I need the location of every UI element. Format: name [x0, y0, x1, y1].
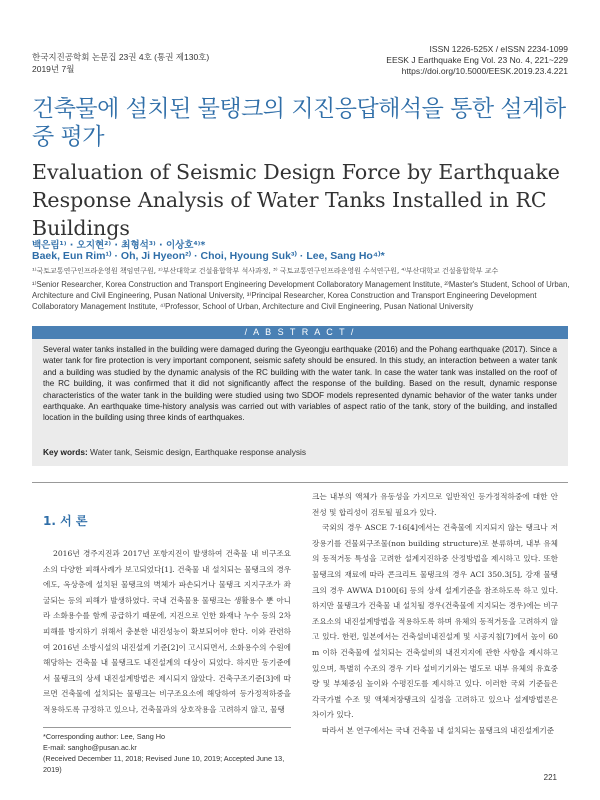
footnote-divider [43, 727, 291, 728]
journal-header-right [386, 44, 568, 77]
authors-ko: 백은림¹⁾ · 오지현²⁾ · 최형석³⁾ · 이상호⁴⁾* [32, 240, 206, 251]
journal-name-en: EESK J Earthquake Eng Vol. 23 No. 4, 221~229 [386, 55, 568, 65]
issue-date-ko: 2019년 7월 [32, 64, 75, 74]
author-email[interactable]: E-mail: sangho@pusan.ac.kr [43, 743, 137, 752]
paper-title-en: Evaluation of Seismic Design Force by Earthquake Response Analysis of Water Tanks Installed in RC Buildings [32, 160, 560, 240]
body-paragraph: 2016년 경주지진과 2017년 포항지진이 발생하여 건축물 내 비구조요소의 다양한 피해사례가 보고되었다[1]. 건축물 내 설치되는 물탱크의 경우에도, 옥상층에 설치된 물탱크의 벽체가 파손되거나 물탱크 지지구조가 좌굴되는 등의 피해가 발생하였다. 국내 건축물용 물탱크는 생활용수 뿐 아니라 소화용수를 함께 공급하기 때문에, 지진으로 인한 화재나 누수 등의 2차 피해를 방지하기 위해서 충분한 내진성능이 확보되어야 한다. 이와 관련하여 2016년 소방시설의 내진설계 기준[2]이 고시되면서, 소화용수의 수원에 해당하는 건축물 내 물탱크도 내진설계의 대상이 되었다. 하지만 동기준에서 물탱크의 상세 내진설계방법은 제시되지 않았다. 건축구조기준[3]에 따르면 건축물에 설치되는 물탱크는 비구조요소에 해당하여 등가정적하중을 적용하도록 규정하고 있으나, 건축물과의 상호작용을 고려하지 않고, 물탱 [43, 549, 291, 714]
received-dates: (Received December 11, 2018; Revised June 10, 2019; Accepted June 13, 2019) [43, 754, 285, 774]
keywords [43, 447, 306, 457]
authors-en: Baek, Eun Rim¹⁾ · Oh, Ji Hyeon²⁾ · Choi, Hyoung Suk³⁾ · Lee, Sang Ho⁴⁾* [32, 250, 385, 262]
abstract-heading: / A B S T R A C T / [32, 326, 568, 339]
body-paragraph: 따라서 본 연구에서는 국내 건축물 내 설치되는 물탱크의 내진설계기준 [322, 725, 555, 735]
left-column [43, 546, 291, 718]
corresponding-author: *Corresponding author: Lee, Sang Ho [43, 732, 166, 741]
section-title-introduction: 1. 서 론 [43, 514, 88, 528]
affiliations-ko: ¹⁾국토교통연구인프라운영원 책임연구원, ²⁾부산대학교 건설융합학부 석사과정, ³⁾ 국토교통연구인프라운영원 수석연구원, ⁴⁾부산대학교 건설융합학부 교수 [32, 267, 499, 275]
footnote [43, 731, 291, 775]
page-number: 221 [543, 773, 557, 782]
body-paragraph: 국외의 경우 ASCE 7-16[4]에서는 건축물에 지지되지 않는 탱크나 저장용기를 건물외구조물(non building structure)로 분류하며, 내부 유체의 동적거동 특성을 고려한 설계지진하중 산정방법을 제시하고 있다. 또한 물탱크의 재료에 따라 콘크리트 물탱크의 경우 ACI 350.3[5], 강재 물탱크의 경우 AWWA D100[6] 등의 상세 설계기준을 참조하도록 하고 있다. 하지만 물탱크가 건축물 내 설치될 경우(건축물에 지지되는 경우)에는 비구조요소의 내진설계방법을 적용하도록 하며 유체의 동적거동을 고려하지 않고 있다. 한편, 일본에서는 건축설비내진설계 및 시공지침[7]에서 높이 60 m 이하 건축물에 설치되는 건축설비의 내진지지에 관한 사항을 제시하고 있으며, 특별히 수조의 경우 기타 설비기기와는 별도로 내부 유체의 유효중량 및 부체중심 높이와 수평진도를 제시하고 있다. 이러한 국외 기준들은 각국가별 수조 및 액체저장탱크의 실정을 고려하고 있으나 설계방법론은 차이가 있다. [312, 523, 558, 720]
issn: ISSN 1226-525X / eISSN 2234-1099 [429, 44, 568, 54]
section-divider [32, 482, 568, 483]
journal-header-left [32, 51, 209, 75]
doi-link[interactable]: https://doi.org/10.5000/EESK.2019.23.4.221 [401, 66, 568, 76]
keywords-value: Water tank, Seismic design, Earthquake response analysis [90, 447, 307, 457]
paper-title-ko: 건축물에 설치된 물탱크의 지진응답해석을 통한 설계하중 평가 [32, 96, 566, 150]
keywords-label: Key words: [43, 447, 88, 457]
right-column [312, 489, 558, 739]
body-paragraph: 크는 내부의 액체가 유동성을 가지므로 일반적인 등가정적하중에 대한 안전성 및 합리성이 검토될 필요가 있다. [312, 492, 558, 517]
abstract-text: Several water tanks installed in the building were damaged during the Gyeongju earthquake (2016) and the Pohang earthquake (2017). Since a water tank for fire protection is very important component, seismic safety should be ensured. In this study, an interaction between a water tank and a building was studied by the dynamic analysis of the RC building with the water tank. In case the water tank was installed on the roof of the RC building, it was confirmed that it did not significantly affect the response of the building. Based on the result, dynamic response characteristics of the water tank in the building were studied using two SDOF models represented dynamic behavior of the water tanks under earthquake. An earthquake time-history analysis was carried out with variables of aspect ratio of the tank, story of the building, and installed location in the building using three kinds of earthquakes. [43, 345, 557, 423]
journal-name-ko: 한국지진공학회 논문집 23권 4호 (통권 제130호) [32, 52, 210, 62]
affiliations-en: ¹⁾Senior Researcher, Korea Construction and Transport Engineering Development Collaboratory Management Institute, ²⁾Master's Student, School of Urban, Architecture and Civil Engineering, Pusan National University, ³⁾Principal Researcher, Korea Construction and Transport Engineering Development Collaboratory Management Institute, ⁴⁾Professor, School of Urban, Architecture and Civil Engineering, Pusan National University [32, 280, 570, 312]
